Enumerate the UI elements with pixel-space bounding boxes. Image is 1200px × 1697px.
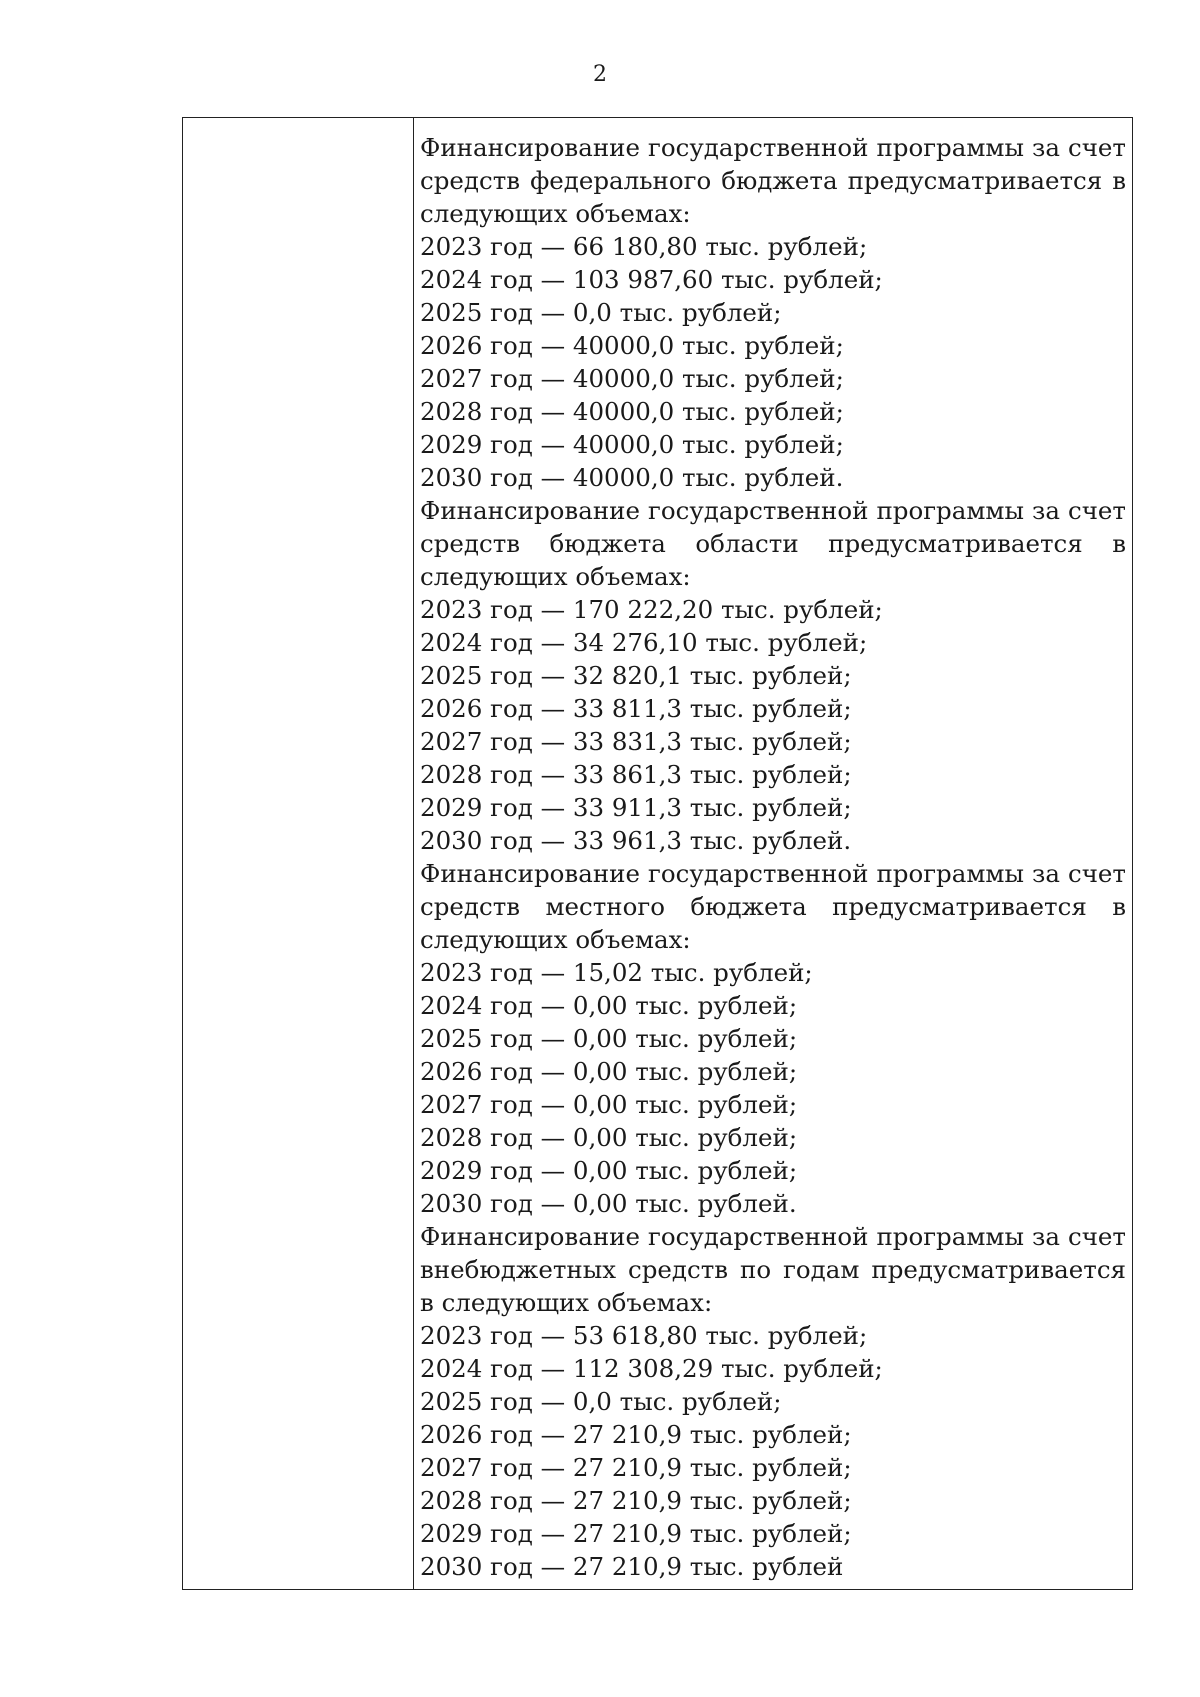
page-number: 2: [593, 62, 607, 87]
year-line: 2028 год — 40000,0 тыс. рублей;: [420, 397, 844, 426]
year-line: 2028 год — 33 861,3 тыс. рублей;: [420, 760, 852, 789]
year-line: 2024 год — 34 276,10 тыс. рублей;: [420, 628, 868, 657]
year-line: 2030 год — 0,00 тыс. рублей.: [420, 1189, 797, 1218]
year-line: 2023 год — 53 618,80 тыс. рублей;: [420, 1321, 868, 1350]
year-line: 2026 год — 27 210,9 тыс. рублей;: [420, 1420, 852, 1449]
section-intro: Финансирование государственной программы за счет средств бюджета области предусматривается в следующих объемах:: [420, 496, 1126, 591]
section-intro: Финансирование государственной программы за счет внебюджетных средств по годам предусматривается в следующих объемах:: [420, 1222, 1126, 1317]
section-intro: Финансирование государственной программы за счет средств федерального бюджета предусматривается в следующих объемах:: [420, 133, 1126, 228]
section-intro: Финансирование государственной программы за счет средств местного бюджета предусматривается в следующих объемах:: [420, 859, 1126, 954]
table-left-cell: [183, 118, 414, 1589]
year-line: 2025 год — 0,0 тыс. рублей;: [420, 298, 782, 327]
year-line: 2030 год — 27 210,9 тыс. рублей: [420, 1552, 844, 1581]
year-line: 2030 год — 33 961,3 тыс. рублей.: [420, 826, 852, 855]
year-line: 2024 год — 0,00 тыс. рублей;: [420, 991, 798, 1020]
funding-table: [182, 117, 1133, 1590]
year-line: 2026 год — 40000,0 тыс. рублей;: [420, 331, 844, 360]
year-line: 2026 год — 33 811,3 тыс. рублей;: [420, 694, 852, 723]
year-line: 2028 год — 0,00 тыс. рублей;: [420, 1123, 798, 1152]
year-line: 2026 год — 0,00 тыс. рублей;: [420, 1057, 798, 1086]
year-line: 2023 год — 66 180,80 тыс. рублей;: [420, 232, 868, 261]
year-line: 2029 год — 33 911,3 тыс. рублей;: [420, 793, 852, 822]
funding-section-federal: [420, 131, 1126, 494]
year-line: 2023 год — 15,02 тыс. рублей;: [420, 958, 813, 987]
year-line: 2029 год — 40000,0 тыс. рублей;: [420, 430, 844, 459]
funding-section-regional: [420, 494, 1126, 857]
year-line: 2027 год — 40000,0 тыс. рублей;: [420, 364, 844, 393]
year-line: 2027 год — 33 831,3 тыс. рублей;: [420, 727, 852, 756]
year-line: 2025 год — 0,00 тыс. рублей;: [420, 1024, 798, 1053]
year-line: 2025 год — 0,0 тыс. рублей;: [420, 1387, 782, 1416]
funding-section-extrabudgetary: [420, 1220, 1126, 1583]
year-line: 2028 год — 27 210,9 тыс. рублей;: [420, 1486, 852, 1515]
table-right-cell: [414, 118, 1132, 1589]
year-line: 2027 год — 0,00 тыс. рублей;: [420, 1090, 798, 1119]
year-line: 2029 год — 0,00 тыс. рублей;: [420, 1156, 798, 1185]
year-line: 2030 год — 40000,0 тыс. рублей.: [420, 463, 844, 492]
year-line: 2024 год — 103 987,60 тыс. рублей;: [420, 265, 883, 294]
year-line: 2027 год — 27 210,9 тыс. рублей;: [420, 1453, 852, 1482]
year-line: 2025 год — 32 820,1 тыс. рублей;: [420, 661, 852, 690]
year-line: 2023 год — 170 222,20 тыс. рублей;: [420, 595, 883, 624]
funding-section-local: [420, 857, 1126, 1220]
year-line: 2024 год — 112 308,29 тыс. рублей;: [420, 1354, 883, 1383]
year-line: 2029 год — 27 210,9 тыс. рублей;: [420, 1519, 852, 1548]
